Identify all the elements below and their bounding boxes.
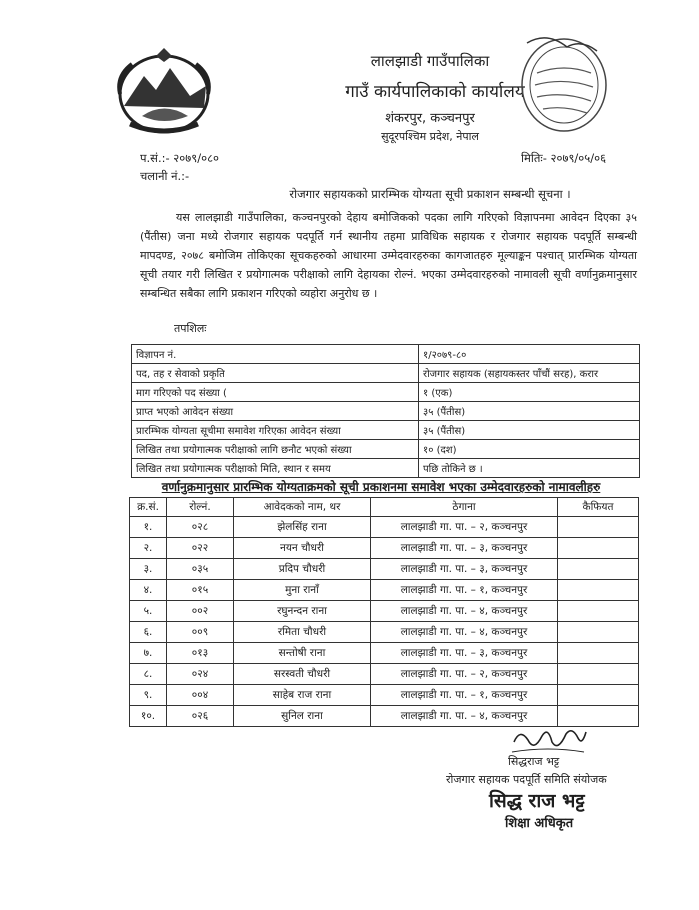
info-value: ३५ (पैंतीस) xyxy=(419,421,640,440)
cell-roll: ०२६ xyxy=(167,706,234,727)
cell-remarks xyxy=(558,622,639,643)
cell-address: लालझाडी गा. पा. – ३, कञ्चनपुर xyxy=(371,538,558,559)
cell-remarks xyxy=(558,559,639,580)
cell-name: साहेब राज राना xyxy=(234,685,371,706)
candidate-table xyxy=(129,497,639,727)
cell-remarks xyxy=(558,601,639,622)
cell-name: मुना रानाँ xyxy=(234,580,371,601)
municipality-name: लालझाडी गाउँपालिका xyxy=(370,52,490,70)
cell-name: सरस्वती चौधरी xyxy=(234,664,371,685)
cell-roll: ०२८ xyxy=(167,517,234,538)
reference-number: प.सं.:- २०७९/०८० xyxy=(140,151,220,165)
info-label: विज्ञापन नं. xyxy=(132,345,419,364)
info-label: माग गरिएको पद संख्या ( xyxy=(132,383,419,402)
cell-roll: ०१५ xyxy=(167,580,234,601)
cell-address: लालझाडी गा. पा. – १, कञ्चनपुर xyxy=(371,580,558,601)
cell-address: लालझाडी गा. पा. – ४, कञ्चनपुर xyxy=(371,622,558,643)
info-row xyxy=(132,364,640,383)
title-stamp: शिक्षा अधिकृत xyxy=(505,816,574,831)
name-stamp: सिद्ध राज भट्ट xyxy=(489,790,585,812)
government-emblem-icon xyxy=(112,46,216,138)
info-row xyxy=(132,383,640,402)
cell-roll: ००९ xyxy=(167,622,234,643)
table-row xyxy=(130,622,639,643)
cell-name: रमिता चौधरी xyxy=(234,622,371,643)
col-name: आवेदकको नाम, थर xyxy=(234,498,371,517)
candidate-table-header xyxy=(130,498,639,517)
cell-sn: ७. xyxy=(130,643,167,664)
info-label: लिखित तथा प्रयोगात्मक परीक्षाको लागि छनौट भएको संख्या xyxy=(132,440,419,459)
info-row xyxy=(132,421,640,440)
cell-sn: १. xyxy=(130,517,167,538)
cell-sn: ९. xyxy=(130,685,167,706)
info-label: प्रारम्भिक योग्यता सूचीमा समावेश गरिएका आवेदन संख्या xyxy=(132,421,419,440)
col-address: ठेगाना xyxy=(371,498,558,517)
table-row xyxy=(130,664,639,685)
cell-address: लालझाडी गा. पा. – २, कञ्चनपुर xyxy=(371,517,558,538)
details-label: तपशिलः xyxy=(174,322,207,335)
cell-remarks xyxy=(558,538,639,559)
cell-address: लालझाडी गा. पा. – ३, कञ्चनपुर xyxy=(371,643,558,664)
info-row xyxy=(132,459,640,478)
notice-body: यस लालझाडी गाउँपालिका, कञ्चनपुरको देहाय बमोजिकको पदका लागि गरिएको विज्ञापनमा आवेदन दिएका ३५ (पैंतीस) जना मध्ये रोजगार सहायक पदपूर्ति गर्न स्थानीय तहमा प्राविधिक सहायक र रोजगार सहायक पदपूर्ति सम्बन्धी मापदण्ड, २०७८ बमोजिम तोकिएका सूचकहरुको आधारमा उम्मेदवारहरुका कागजातहरु मूल्याङ्कन पश्चात् प्रारम्भिक योग्यता सूची तयार गरी लिखित र प्रयोगात्मक परीक्षाको लागि देहायका रोल्नं. भएका उम्मेदवारहरुको नामावली सूची वर्णानुक्रमानुसार सम्बन्धित सबैका लागि प्रकाशन गरिएको व्यहोरा अनुरोध छ । xyxy=(140,211,637,300)
cell-address: लालझाडी गा. पा. – २, कञ्चनपुर xyxy=(371,664,558,685)
cell-address: लालझाडी गा. पा. – ४, कञ्चनपुर xyxy=(371,601,558,622)
info-value: रोजगार सहायक (सहायकस्तर पाँचौं सरह), करार xyxy=(419,364,640,383)
office-address: शंकरपुर, कञ्चनपुर xyxy=(385,111,475,126)
cell-sn: ३. xyxy=(130,559,167,580)
table-row xyxy=(130,580,639,601)
cell-remarks xyxy=(558,517,639,538)
cell-roll: ००४ xyxy=(167,685,234,706)
cell-sn: ८. xyxy=(130,664,167,685)
cell-address: लालझाडी गा. पा. – ३, कञ्चनपुर xyxy=(371,559,558,580)
col-roll: रोल्नं. xyxy=(167,498,234,517)
info-label: पद, तह र सेवाको प्रकृति xyxy=(132,364,419,383)
cell-roll: ०२२ xyxy=(167,538,234,559)
info-row xyxy=(132,345,640,364)
province-name: सुदूरपश्चिम प्रदेश, नेपाल xyxy=(381,130,479,143)
info-value: ३५ (पैंतीस) xyxy=(419,402,640,421)
cell-sn: ५. xyxy=(130,601,167,622)
col-sn: क्र.सं. xyxy=(130,498,167,517)
notice-subject: रोजगार सहायकको प्रारम्भिक योग्यता सूची प्रकाशन सम्बन्धी सूचना । xyxy=(289,187,571,201)
table-row xyxy=(130,685,639,706)
vacancy-info-table xyxy=(131,344,640,478)
info-row xyxy=(132,440,640,459)
cell-address: लालझाडी गा. पा. – ४, कञ्चनपुर xyxy=(371,706,558,727)
cell-sn: ४. xyxy=(130,580,167,601)
info-value: १० (दश) xyxy=(419,440,640,459)
cell-name: सन्तोषी राना xyxy=(234,643,371,664)
cell-address: लालझाडी गा. पा. – १, कञ्चनपुर xyxy=(371,685,558,706)
info-row xyxy=(132,402,640,421)
cell-name: रघुनन्दन राना xyxy=(234,601,371,622)
cell-roll: ०३५ xyxy=(167,559,234,580)
cell-name: झेलसिंह राना xyxy=(234,517,371,538)
table-row xyxy=(130,643,639,664)
office-stamp-icon xyxy=(517,33,611,137)
office-name: गाउँ कार्यपालिकाको कार्यालय xyxy=(345,82,525,102)
info-value: पछि तोकिने छ । xyxy=(419,459,640,478)
letter-date: मितिः- २०७९/०५/०६ xyxy=(521,151,607,165)
cell-roll: ०२४ xyxy=(167,664,234,685)
table-row xyxy=(130,601,639,622)
cell-sn: १०. xyxy=(130,706,167,727)
cell-name: नयन चौधरी xyxy=(234,538,371,559)
col-remarks: कैफियत xyxy=(558,498,639,517)
candidate-list-title: वर्णानुक्रमानुसार प्रारम्भिक योग्यताक्रमको सूची प्रकाशनमा समावेश भएका उम्मेदवारहरुको नामावलीहरु xyxy=(161,480,601,494)
signatory-name: सिद्धराज भट्ट xyxy=(508,755,560,768)
cell-name: प्रदिप चौधरी xyxy=(234,559,371,580)
cell-name: सुनिल राना xyxy=(234,706,371,727)
cell-remarks xyxy=(558,643,639,664)
signatory-role: रोजगार सहायक पदपूर्ति समिति संयोजक xyxy=(446,773,607,786)
dispatch-number: चलानी नं.:- xyxy=(140,169,190,183)
info-label: लिखित तथा प्रयोगात्मक परीक्षाको मिति, स्थान र समय xyxy=(132,459,419,478)
table-row xyxy=(130,538,639,559)
cell-sn: २. xyxy=(130,538,167,559)
table-row xyxy=(130,559,639,580)
cell-sn: ६. xyxy=(130,622,167,643)
cell-remarks xyxy=(558,664,639,685)
info-label: प्राप्त भएको आवेदन संख्या xyxy=(132,402,419,421)
cell-remarks xyxy=(558,685,639,706)
cell-remarks xyxy=(558,580,639,601)
info-value: १ (एक) xyxy=(419,383,640,402)
cell-roll: ०१३ xyxy=(167,643,234,664)
table-row xyxy=(130,517,639,538)
info-value: १/२०७९-८० xyxy=(419,345,640,364)
cell-roll: ००२ xyxy=(167,601,234,622)
